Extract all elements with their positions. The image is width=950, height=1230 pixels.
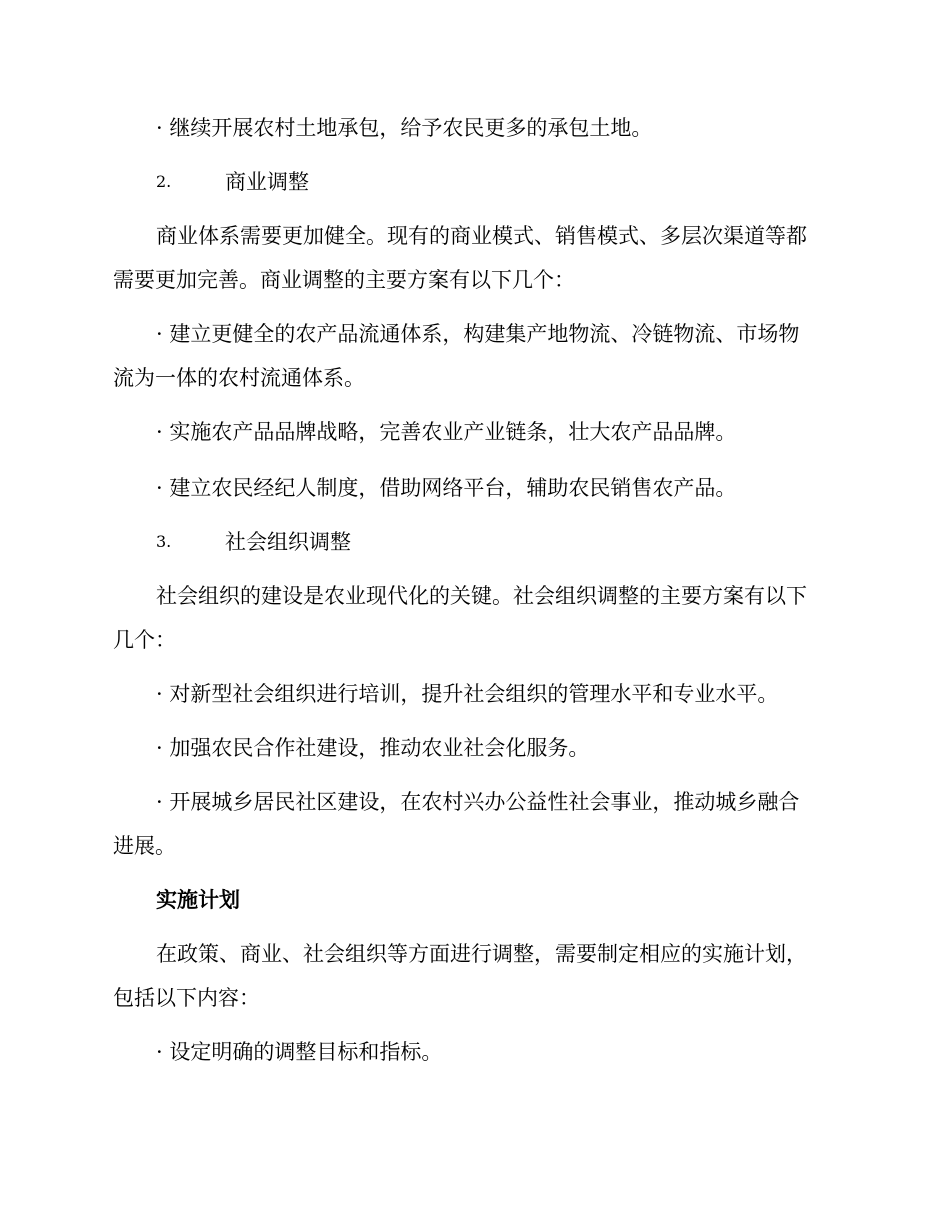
bullet-paragraph: · 对新型社会组织进行培训，提升社会组织的管理水平和专业水平。 [156,682,779,706]
section-number: 3. [156,532,172,551]
bullet-paragraph-line: 进展。 [113,834,176,858]
bullet-paragraph: · 建立农民经纪人制度，借助网络平台，辅助农民销售农产品。 [156,476,737,500]
section-heading: 社会组织调整 [225,530,351,554]
body-paragraph-line: 在政策、商业、社会组织等方面进行调整，需要制定相应的实施计划， [156,942,807,966]
body-paragraph-line: 包括以下内容： [113,986,260,1010]
bullet-paragraph-line: · 建立更健全的农产品流通体系，构建集产地物流、冷链物流、市场物 [156,322,800,346]
section-heading: 商业调整 [225,170,309,194]
bullet-paragraph: · 设定明确的调整目标和指标。 [156,1040,443,1064]
bullet-paragraph: · 加强农民合作社建设，推动农业社会化服务。 [156,736,590,760]
bullet-paragraph-line: · 开展城乡居民社区建设，在农村兴办公益性社会事业，推动城乡融合 [156,790,800,814]
bullet-paragraph: · 实施农产品品牌战略，完善农业产业链条，壮大农产品品牌。 [156,420,737,444]
body-paragraph-line: 商业体系需要更加健全。现有的商业模式、销售模式、多层次渠道等都 [156,224,807,248]
bullet-paragraph-line: 流为一体的农村流通体系。 [113,366,365,390]
body-paragraph-line: 社会组织的建设是农业现代化的关键。社会组织调整的主要方案有以下 [156,584,807,608]
body-paragraph-line: 几个： [113,628,176,652]
body-paragraph-line: 需要更加完善。商业调整的主要方案有以下几个： [113,268,575,292]
section-number: 2. [156,172,172,191]
section-heading-bold: 实施计划 [156,887,240,912]
bullet-paragraph: · 继续开展农村土地承包，给予农民更多的承包土地。 [156,116,653,140]
